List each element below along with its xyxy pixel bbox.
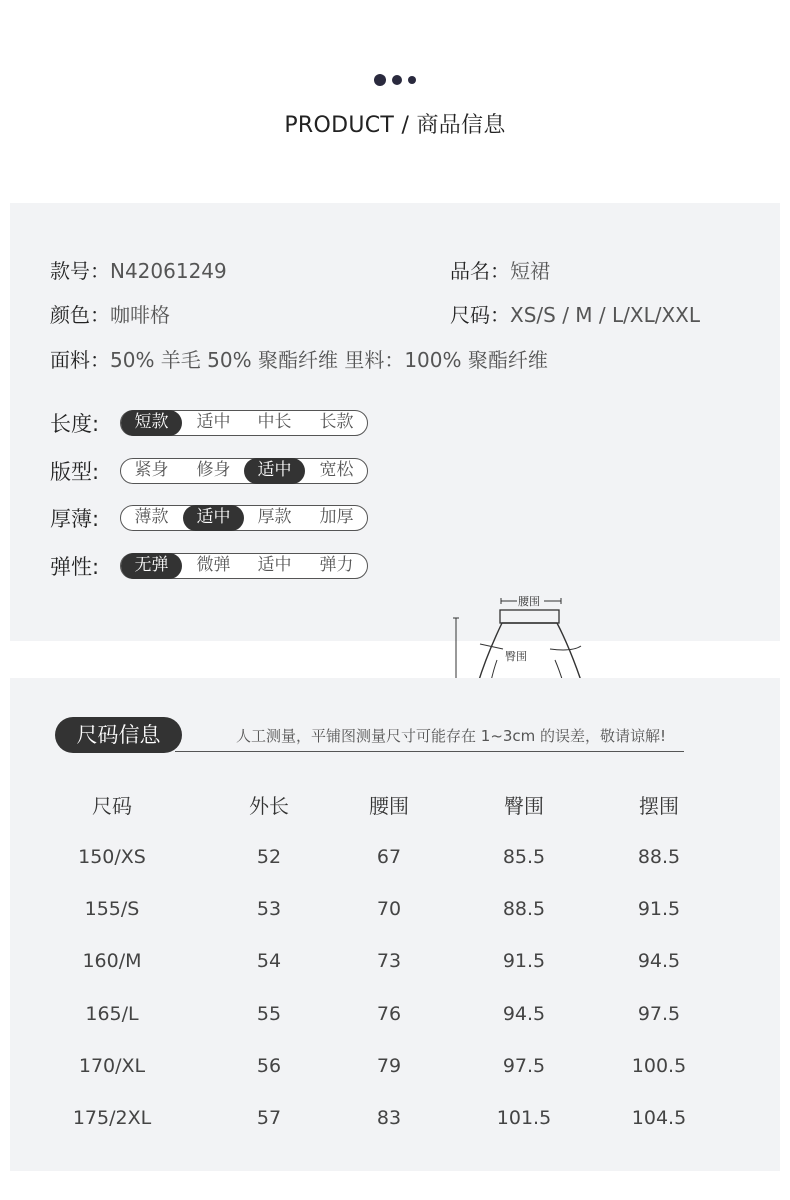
dot-icon [392,75,402,85]
size-chart-note: 人工测量，平铺图测量尺寸可能存在 1~3cm 的误差，敬请谅解! [236,727,667,745]
diagram-hip-label: 臀围 [505,650,527,663]
table-cell: 101.5 [496,1107,552,1129]
product-info-panel [10,203,780,663]
table-cell: 94.5 [502,1003,546,1025]
table-cell: 67 [376,846,402,868]
header-dots [0,72,790,88]
table-cell: 100.5 [631,1055,687,1077]
attribute-option: 长款 [319,412,354,432]
attribute-option: 微弹 [196,555,231,575]
page-title: PRODUCT / 商品信息 [284,113,506,138]
table-cell: 76 [376,1003,402,1025]
product-fabric: 面料：50% 羊毛 50% 聚酯纤维 里料：100% 聚酯纤维 [50,348,548,372]
divider [175,751,684,752]
table-cell: 175/2XL [72,1107,152,1129]
table-header-cell: 外长 [249,794,289,818]
table-header-cell: 尺码 [92,794,132,818]
attribute-option-selected: 短款 [121,410,182,436]
table-cell: 91.5 [502,950,546,972]
size-chart-title: 尺码信息 [55,717,182,753]
attribute-option-selected: 适中 [244,458,305,484]
dot-icon [408,76,416,84]
size-chart-panel [10,678,780,1171]
product-sizes: 尺码：XS/S / M / L/XL/XXL [450,303,700,327]
table-cell: 52 [256,846,282,868]
attribute-scale [120,458,368,484]
attribute-option: 薄款 [134,507,169,527]
attribute-option: 紧身 [134,460,169,480]
attribute-label: 弹性: [50,555,100,579]
attribute-option: 加厚 [319,507,354,527]
table-cell: 53 [256,898,282,920]
dot-icon [374,74,386,86]
table-cell: 73 [376,950,402,972]
table-cell: 165/L [85,1003,139,1025]
table-cell: 91.5 [637,898,681,920]
attribute-label: 版型: [50,460,100,484]
attribute-scale [120,553,368,579]
attribute-label: 长度: [50,412,100,436]
attribute-option-selected: 适中 [183,505,244,531]
product-color: 颜色：咖啡格 [50,303,170,327]
attribute-option-selected: 无弹 [121,553,182,579]
attribute-option: 适中 [257,555,292,575]
table-header-cell: 腰围 [369,794,409,818]
table-cell: 55 [256,1003,282,1025]
table-header-cell: 臀围 [504,794,544,818]
attribute-scale [120,410,368,436]
attribute-label: 厚薄: [50,507,100,531]
attribute-option: 弹力 [319,555,354,575]
table-cell: 88.5 [502,898,546,920]
table-cell: 79 [376,1055,402,1077]
table-cell: 94.5 [637,950,681,972]
table-cell: 104.5 [631,1107,687,1129]
table-cell: 83 [376,1107,402,1129]
attribute-option: 厚款 [257,507,292,527]
style-number: 款号：N42061249 [50,259,227,283]
product-name: 品名：短裙 [450,259,550,283]
table-cell: 88.5 [637,846,681,868]
table-header-cell: 摆围 [639,794,679,818]
table-cell: 150/XS [78,846,146,868]
table-cell: 170/XL [78,1055,146,1077]
attribute-scale [120,505,368,531]
table-cell: 85.5 [502,846,546,868]
table-cell: 160/M [82,950,142,972]
table-cell: 54 [256,950,282,972]
attribute-option: 中长 [257,412,292,432]
diagram-waist-label: 腰围 [518,595,540,608]
table-cell: 155/S [84,898,140,920]
table-cell: 97.5 [502,1055,546,1077]
table-cell: 97.5 [637,1003,681,1025]
attribute-option: 修身 [196,460,231,480]
attribute-option: 宽松 [319,460,354,480]
table-cell: 70 [376,898,402,920]
attribute-option: 适中 [196,412,231,432]
table-cell: 56 [256,1055,282,1077]
table-cell: 57 [256,1107,282,1129]
